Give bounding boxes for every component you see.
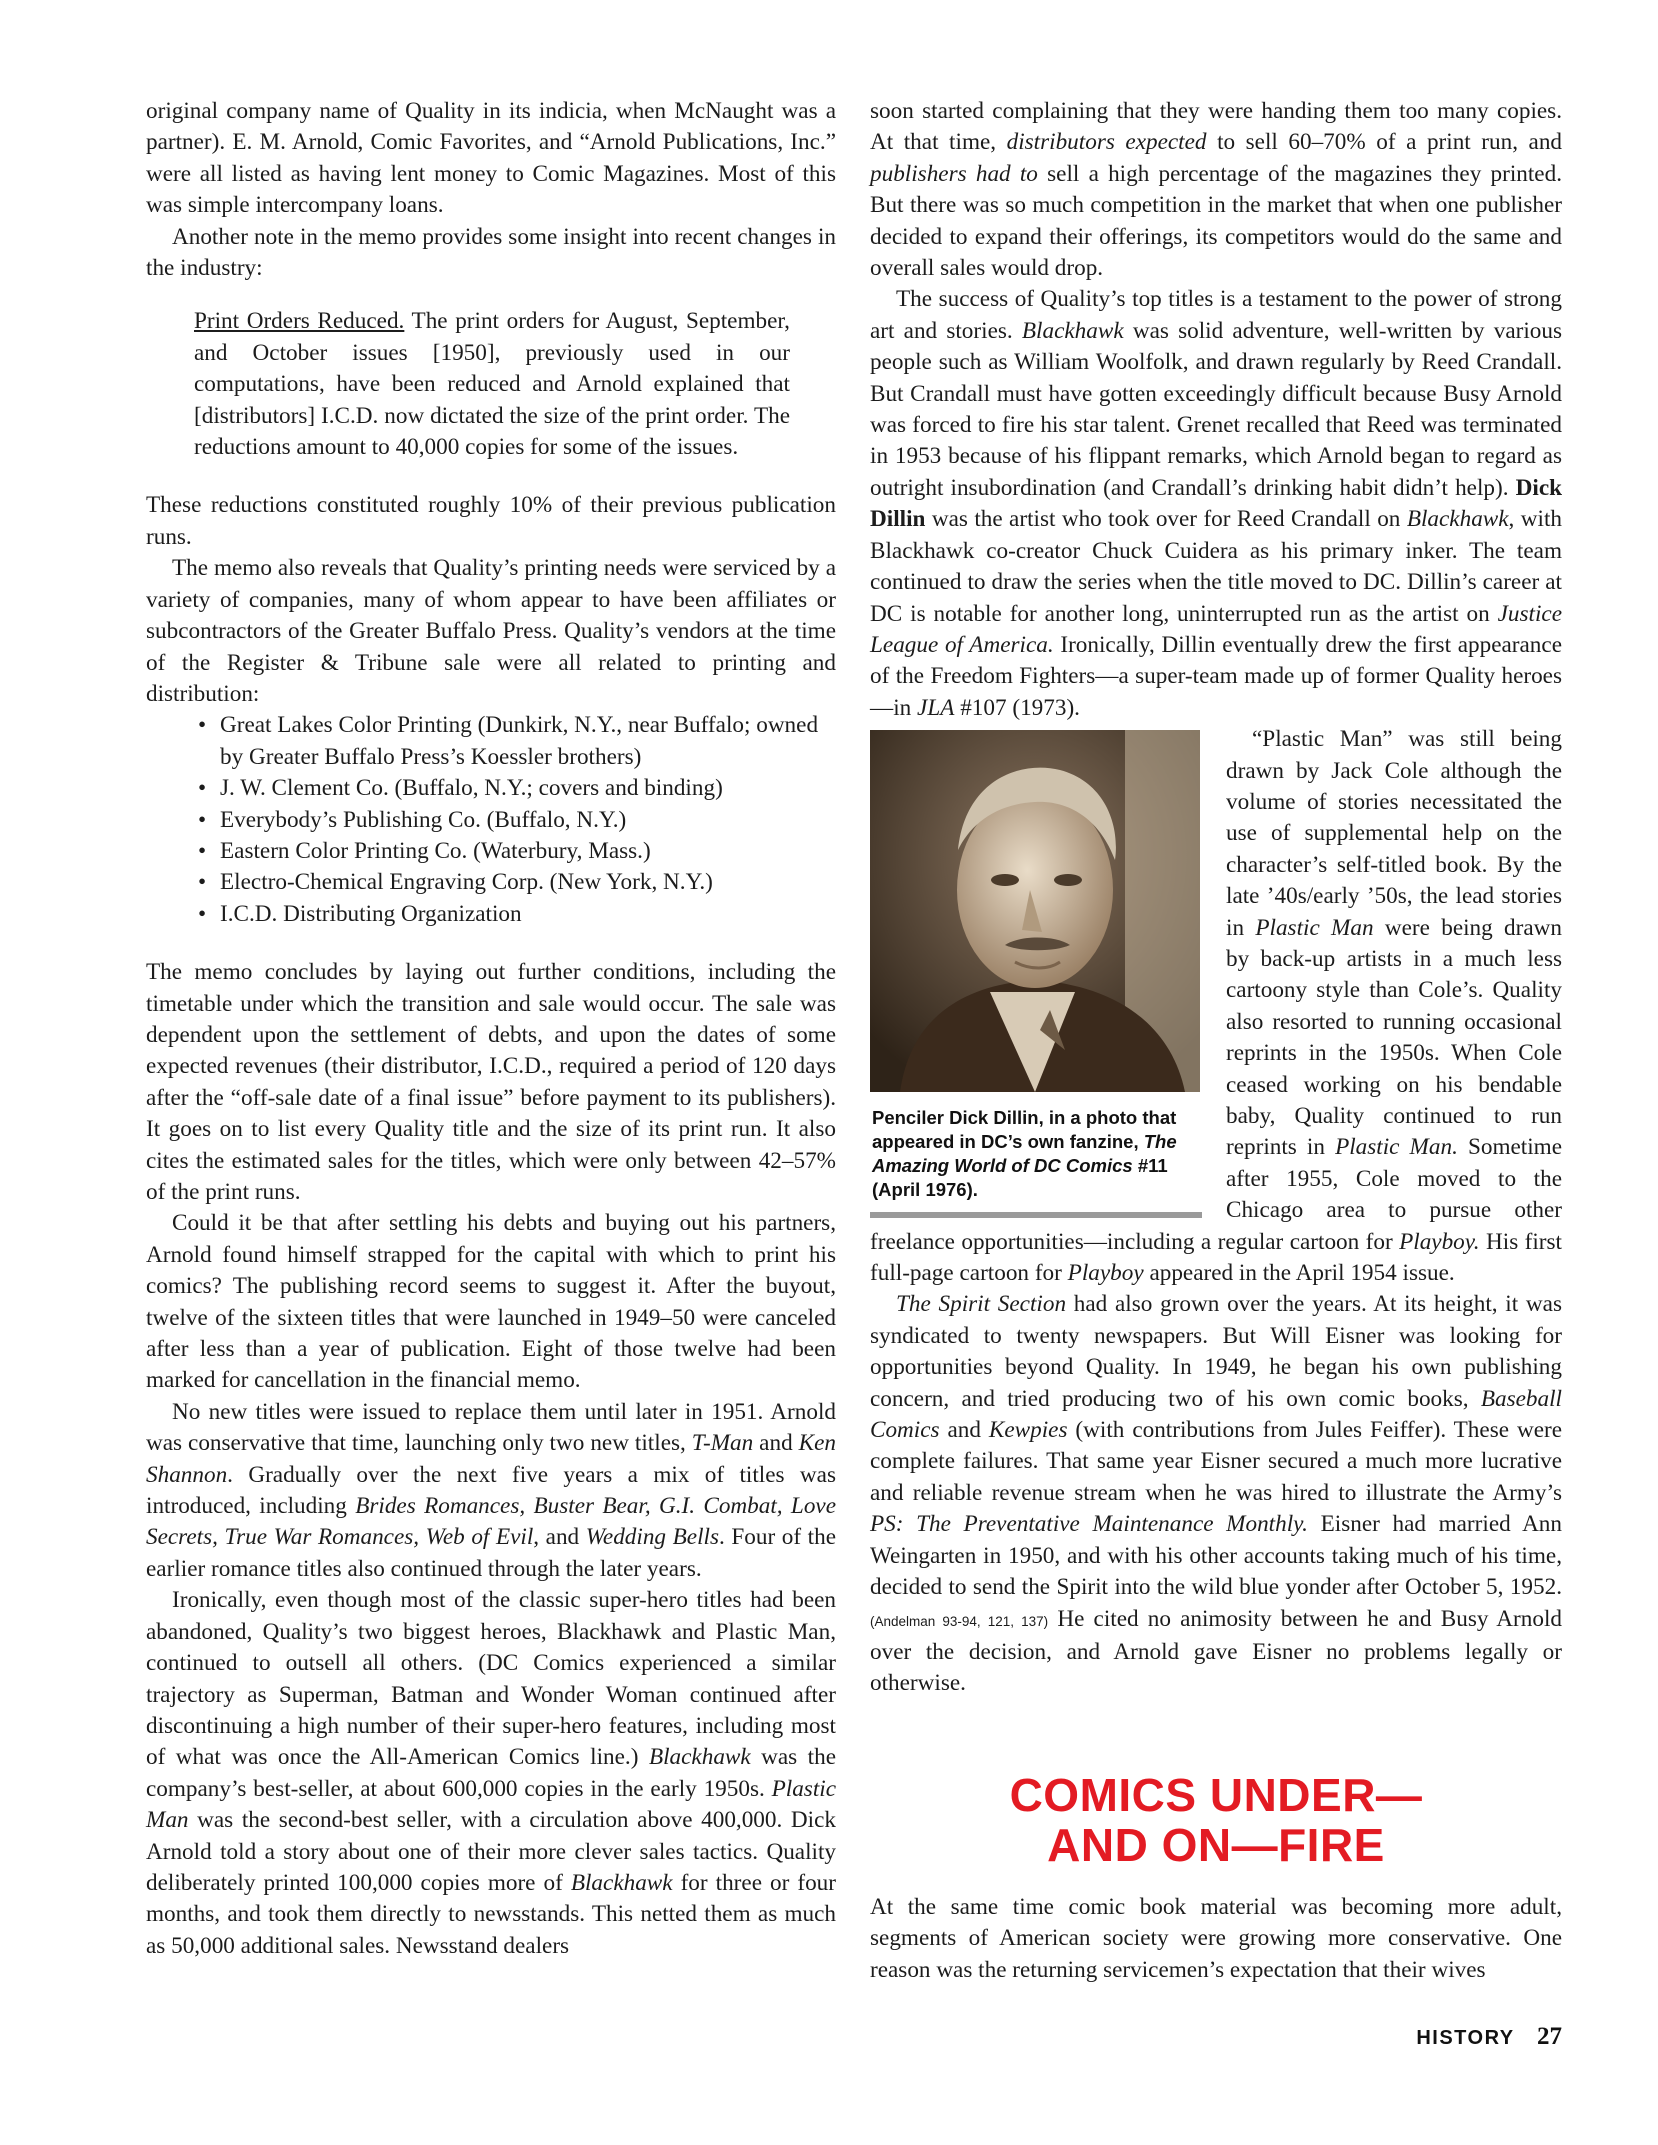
text-run: had also grown over the years. At its height, it was syndicated to twenty newspapers. But Will Eisner was looking for opportunities beyond Quality. In 1949, he began his own publishing concern, and tried producing two of his own comic books,: [870, 1291, 1562, 1412]
paragraph: These reductions constituted roughly 10% of their previous publication runs.: [146, 492, 836, 550]
text-run: was the second-best seller, with a circulation above 400,000. Dick Arnold told a story about one of their more clever sales tactics. Quality deliberately printed 100,000 copies more of: [146, 1807, 836, 1896]
title-italic: PS: The Preventative Maintenance Monthly.: [870, 1511, 1308, 1538]
text-run: . Four of the earlier romance titles also continued through the later years.: [146, 1524, 836, 1582]
text-run: soon started complaining that they were handing them too many copies. At that time,: [870, 98, 1562, 156]
title-italic: Baseball Comics: [870, 1385, 1562, 1444]
title-italic: Ken Shannon: [146, 1430, 837, 1488]
paragraph: The memo concludes by laying out further conditions, including the timetable under which the transition and sale would occur. The sale was dependent upon the settlement of debts, and upon the dates of some expected revenues (their distributor, I.C.D., required a period of 120 days after the “off-sale date of a final issue” before payment to its publishers). It goes on to list every Quality title and the size of its print run. It also cites the estimated sales for the titles, which were only between 42–57% of the print runs.: [146, 959, 836, 1205]
title-italic: Playboy.: [1399, 1228, 1480, 1255]
paragraph: [146, 1397, 836, 1585]
list-item: • Everybody’s Publishing Co. (Buffalo, N.Y.): [146, 805, 836, 836]
paragraph: At the same time comic book material was becoming more adult, segments of American society were growing more conservative. One reason was the returning servicemen’s expectation that their wives: [870, 1893, 1562, 1983]
text-run: No new titles were issued to replace them until later in 1951. Arnold was conservative that time, launching only two new titles,: [146, 1398, 836, 1457]
emphasis-italic: publishers had to: [870, 160, 1038, 187]
vendor-list: [146, 710, 836, 957]
text-run: and: [753, 1430, 799, 1457]
paragraph: [870, 96, 1562, 284]
text-run: “Plastic Man” was still being drawn by Jack Cole although the volume of stories necessitated the use of supplemental help on the character’s self-titled book. By the late ’40s/early ’50s, the lead stories in: [1226, 726, 1562, 941]
text-run: was solid adventure, well-written by various people such as William Woolfolk, and drawn regularly by Reed Crandall. But Crandall must have gotten exceedingly difficult because Busy Arnold was forced to fire his star talent. Grenet recalled that Reed was terminated in 1953 because of his flippant remarks, which Arnold began to regard as outright insubordination (and Crandall’s drinking habit didn’t help).: [870, 317, 1562, 501]
text-run: The success of Quality’s top titles is a testament to the power of strong art and stories.: [870, 286, 1562, 344]
section-heading: [870, 1770, 1562, 1870]
text-run: sell a high percentage of the magazines they printed. But there was so much competition in the market that when one publisher decided to expand their offerings, its competitors would do the same and overall sales would drop.: [870, 160, 1562, 282]
page-footer: [1416, 2023, 1562, 2051]
list-item: • Electro-Chemical Engraving Corp. (New York, N.Y.): [146, 867, 836, 898]
text-run: Sometime after 1955, Cole moved to the Chicago area to pursue other freelance opportunities—including a regular cartoon for: [870, 1134, 1563, 1255]
title-italic: Plastic Man.: [1335, 1134, 1458, 1161]
title-italic: T-Man: [691, 1430, 754, 1457]
list-item: • Eastern Color Printing Co. (Waterbury, Mass.): [146, 836, 836, 867]
text-run: Penciler Dick Dillin, in a photo that appeared in DC’s own fanzine,: [872, 1107, 1177, 1153]
citation: (Andelman 93-94, 121, 137): [870, 1613, 1049, 1629]
title-italic: Blackhawk: [648, 1744, 751, 1771]
section-heading-line: COMICS UNDER—: [1009, 1768, 1423, 1821]
text-run: , and: [533, 1524, 586, 1551]
paragraph: [870, 1289, 1562, 1699]
title-italic: Plastic Man: [146, 1775, 836, 1834]
section-heading-line: AND ON—FIRE: [1047, 1818, 1385, 1871]
title-italic: Plastic Man: [1255, 914, 1374, 941]
text-run: (with contributions from Jules Feiffer). These were complete failures. That same year Eisner secured a much more lucrative and reliable revenue stream when he was hired to illustrate the Army’s: [870, 1417, 1562, 1506]
title-italic: Blackhawk: [1021, 317, 1124, 344]
paragraph: The memo also reveals that Quality’s printing needs were serviced by a variety of companies, many of whom appear to have been affiliates or subcontractors of the Greater Buffalo Press. Quality’s vendors at the time of the Register & Tribune sale were all related to printing and distribution:: [146, 555, 836, 707]
paragraph: Another note in the memo provides some insight into recent changes in the industry:: [146, 223, 836, 282]
quote-body: The print orders for August, September, and October issues [1950], previously used in our computations, have been reduced and Arnold explained that [distributors] I.C.D. now dictated the size of the print order. The reductions amount to 40,000 copies for some of the issues.: [194, 308, 790, 461]
title-italic: Kewpies: [988, 1417, 1068, 1444]
quote-heading: Print Orders Reduced.: [194, 308, 405, 335]
dick-dillin-photo: [870, 730, 1200, 1092]
title-italic: The Spirit Section: [896, 1291, 1067, 1318]
text-run: to sell 60–70% of a print run, and: [1206, 129, 1563, 156]
list-item: • J. W. Clement Co. (Buffalo, N.Y.; covers and binding): [146, 773, 836, 804]
block-quote: [194, 306, 790, 463]
text-run: were being drawn by back-up artists in a much less cartoony style than Cole’s. Quality also resorted to running occasional reprints in the 1950s. When Cole ceased working on his bendable baby, Quality continued to run reprints in: [1226, 914, 1562, 1161]
paragraph: Could it be that after settling his debts and buying out his partners, Arnold found himself strapped for the capital with which to print his comics? The publishing record seems to suggest it. After the buyout, twelve of the sixteen titles that were launched in 1949–50 were canceled after less than a year of publication. Eight of those twelve had been marked for cancellation in the financial memo.: [146, 1210, 836, 1394]
text-run: , with Blackhawk co-creator Chuck Cuidera as his primary inker. The team continued to draw the series when the title moved to DC. Dillin’s career at DC is notable for another long, uninterrupted run as the artist on: [870, 506, 1562, 627]
text-run: . Gradually over the next five years a mix of titles was introduced, including: [146, 1461, 836, 1520]
emphasis-italic: distributors expected: [1006, 129, 1207, 156]
photo-figure: [870, 730, 1202, 1218]
paragraph: original company name of Quality in its indicia, when McNaught was a partner). E. M. Arnold, Comic Favorites, and “Arnold Publications, Inc.” were all listed as having lent money to Comic Magazines. Most of this was simple intercompany loans.: [146, 98, 836, 219]
list-item: • I.C.D. Distributing Organization: [146, 899, 836, 930]
title-italic: Justice League of America.: [870, 600, 1562, 658]
page-number: 27: [1537, 2023, 1562, 2050]
text-run: He cited no animosity between he and Busy Arnold over the decision, and Arnold gave Eisner no problems legally or otherwise.: [870, 1605, 1562, 1697]
left-column: [146, 96, 836, 1962]
text-run: appeared in the April 1954 issue.: [1143, 1260, 1455, 1287]
name-bold: Dick Dillin: [870, 474, 1562, 533]
text-run: Ironically, even though most of the classic super-hero titles had been abandoned, Quality’s two biggest heroes, Blackhawk and Plastic Man, continued to outsell all others. (DC Comics experienced a similar trajectory as Superman, Batman and Wonder Woman continued after discontinuing a high number of their super-hero features, including most of what was once the All-American Comics line.): [146, 1587, 836, 1771]
right-column: [870, 96, 1562, 1986]
text-run: for three or four months, and took them directly to newsstands. This netted them as much as 50,000 additional sales. Newsstand dealers: [146, 1869, 836, 1959]
title-italic: JLA: [917, 694, 955, 721]
text-run: #107 (1973).: [954, 694, 1080, 721]
list-item: • Great Lakes Color Printing (Dunkirk, N.Y., near Buffalo; owned by Greater Buffalo Press’s Koessler brothers): [146, 710, 836, 773]
text-run: and: [939, 1417, 989, 1444]
title-italic: Blackhawk: [570, 1869, 673, 1896]
title-italic: Wedding Bells: [585, 1524, 719, 1551]
paragraph: [870, 284, 1562, 724]
text-run: His first full-page cartoon for: [870, 1228, 1562, 1287]
text-run: Eisner had married Ann Weingarten in 1950, and with his other accounts taking much of his time, decided to send the Spirit into the wild blue yonder after October 5, 1952.: [870, 1511, 1562, 1601]
portrait-illustration: [870, 730, 1200, 1092]
paragraph: [146, 1585, 836, 1962]
title-italic: Brides Romances, Buster Bear, G.I. Combat, Love Secrets, True War Romances, Web of Evil: [146, 1493, 836, 1551]
text-run: Ironically, Dillin eventually drew the first appearance of the Freedom Fighters—a super-team made up of former Quality heroes—in: [870, 631, 1562, 721]
photo-caption: [870, 1092, 1202, 1218]
title-italic: Playboy: [1067, 1260, 1144, 1287]
text-run: was the company’s best-seller, at about 600,000 copies in the early 1950s.: [146, 1744, 836, 1802]
title-italic: The Amazing World of DC Comics: [872, 1131, 1177, 1177]
section-label: HISTORY: [1416, 2027, 1515, 2049]
title-italic: Blackhawk: [1406, 506, 1509, 533]
text-run: #11 (April 1976).: [872, 1155, 1168, 1201]
text-run: was the artist who took over for Reed Crandall on: [925, 506, 1407, 533]
